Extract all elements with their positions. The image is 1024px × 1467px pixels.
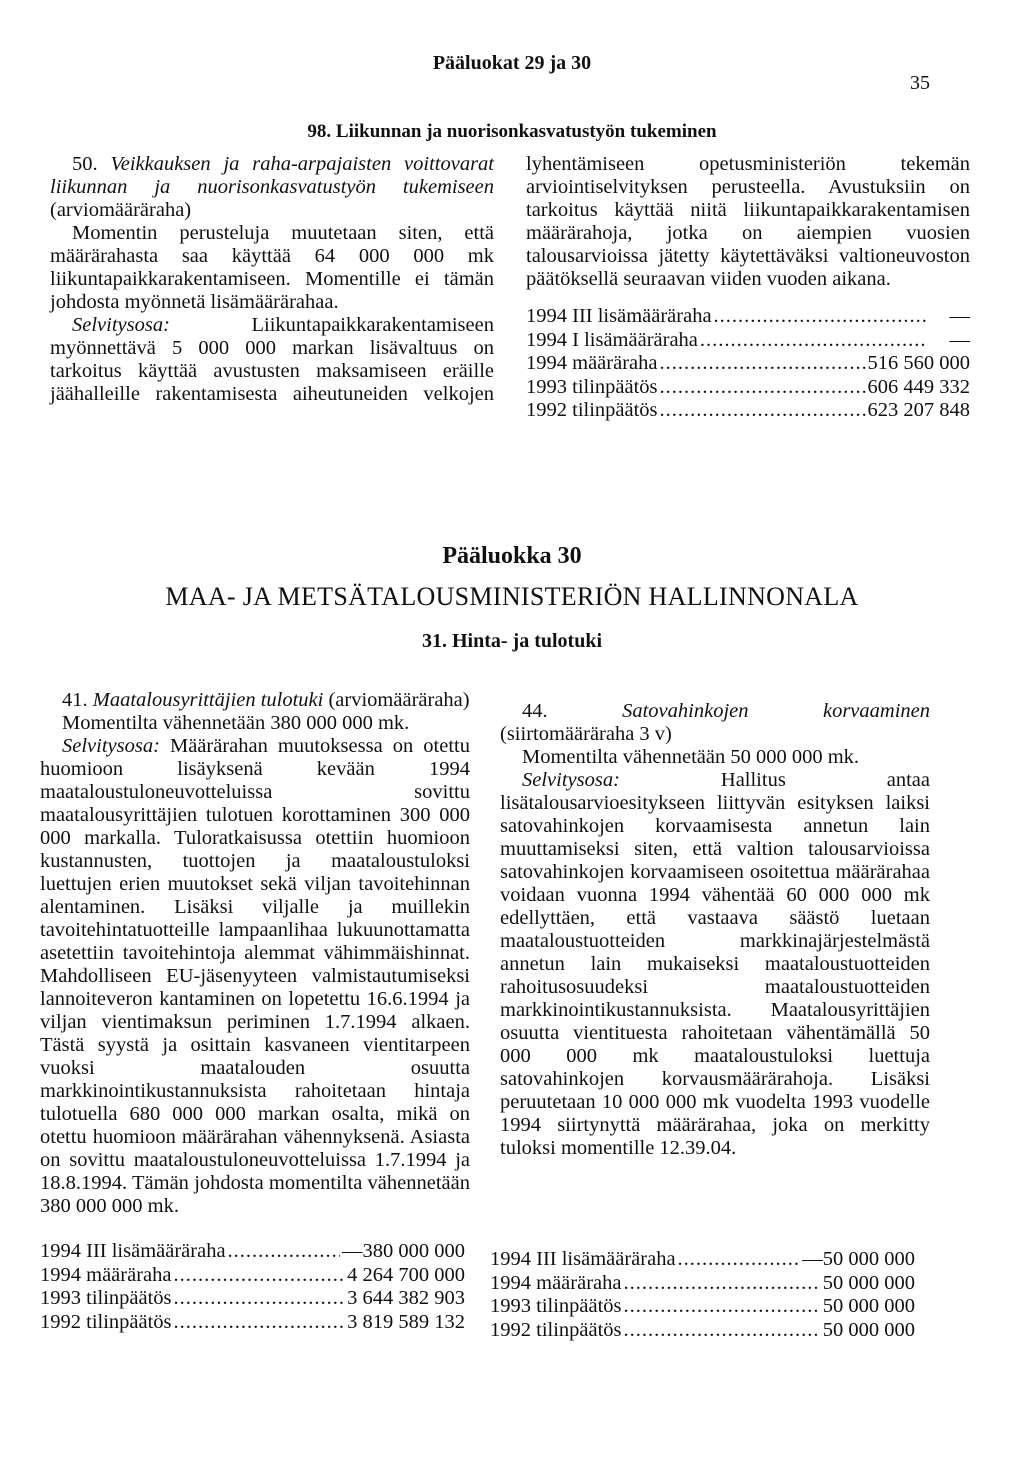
chapter-heading: 31. Hinta- ja tulotuki bbox=[421, 630, 603, 652]
table-row: 1993 tilinpäätös ..... 606 449 332 bbox=[526, 376, 970, 400]
table-row: 1992 tilinpäätös ..... 3 819 589 132 bbox=[40, 1311, 465, 1335]
section-98-body bbox=[50, 153, 970, 445]
item-title: Maatalousyrittäjien tulotuki bbox=[92, 689, 324, 711]
budget-table bbox=[526, 305, 970, 423]
table-row: 1994 määräraha ..... 4 264 700 000 bbox=[40, 1264, 465, 1288]
selvitys-text: Määrärahan muutoksessa on otettu huomioon lisäyksenä kevään 1994 maataloustuloneuvotteluissa sovittu maatalousyrittäjien tulotuen korottaminen 300 000 000 markalla. Tuloratkaisussa otettiin huomioon kustannusten, tuottojen ja maataloustuloksi luettujen erien muutokset sekä viljan tavoitehinnan alentaminen. Lisäksi viljalle ja muillekin tavoitehintatuotteille lampaanlihaa lukuunottamatta asetettiin tavoitehintoja alemmat vähimmäishinnat. Mahdolliseen EU-jäsenyyteen valmistautumiseksi lannoiteveron kantaminen on lopetettu 16.6.1994 ja viljan vientimaksun periminen 1.7.1994 alkaen. Tästä syystä ja osittain kasvaneen vientitarpeen vuoksi maatalouden osuutta markkinointikustannuksista rahoitetaan hintaja tulotuella 680 000 000 markan osalta, mikä on otettu huomioon määrärahan vähennyksenä. Asiasta on sovittu maataloustuloneuvotteluissa 1.7.1994 ja 18.8.1994. Tämän johdosta momentilta vähennetään 380 000 000 mk. bbox=[40, 735, 470, 1217]
item-41-table bbox=[40, 1240, 465, 1334]
paragraph: Momentilta vähennetään 380 000 000 mk. bbox=[62, 712, 410, 734]
table-row: 1994 III lisämääräraha ..... — bbox=[526, 305, 970, 329]
main-class-title: Pääluokka 30 bbox=[442, 543, 582, 569]
item-title: Satovahinkojen korvaaminen bbox=[622, 700, 930, 722]
item-number: 41. bbox=[62, 689, 88, 711]
selvitys-label: Selvitysosa: bbox=[62, 735, 160, 757]
item-type: (arviomääräraha) bbox=[50, 199, 192, 221]
item-41 bbox=[40, 689, 470, 1218]
table-row: 1994 I lisämääräraha ..... — bbox=[526, 329, 970, 353]
item-number: 44. bbox=[522, 700, 548, 722]
item-number: 50. bbox=[72, 153, 98, 175]
item-44 bbox=[500, 700, 930, 1160]
table-row: 1993 tilinpäätös ..... 50 000 000 bbox=[490, 1295, 915, 1319]
selvitys-label: Selvitysosa: bbox=[72, 314, 170, 336]
item-44-table bbox=[490, 1248, 915, 1342]
table-row: 1993 tilinpäätös ..... 3 644 382 903 bbox=[40, 1287, 465, 1311]
table-row: 1994 määräraha ..... 516 560 000 bbox=[526, 352, 970, 376]
selvitys-text: Liikuntapaikkarakentamiseen myönnettävä 5 000 000 markan lisävaltuus on tarkoitus käyttää avustusten maksamiseen eräille jäähalleille rakentamisesta aiheutuneiden velkojen lyhentämiseen opetusministeriön tekemän arviointiselvityksen perusteella. Avustuksiin on tarkoitus käyttää niitä liikuntapaikkarakentamisen määrärahoja, jotka on aiempien vuosien talousarvioissa jätetty käytettäväksi valtioneuvoston päätöksellä seuraavan viiden vuoden aikana. bbox=[50, 153, 970, 405]
main-class-subtitle: MAA- JA METSÄTALOUSMINISTERIÖN HALLINNONALA bbox=[165, 582, 859, 611]
paragraph: Momentin perusteluja muutetaan siten, että määrärahasta saa käyttää 64 000 000 mk liikuntapaikkarakentamiseen. Momentille ei tämän johdosta myönnetä lisämäärärahaa. bbox=[50, 222, 494, 313]
item-type: (arviomääräraha) bbox=[328, 689, 470, 711]
table-row: 1994 III lisämääräraha ..... —50 000 000 bbox=[490, 1248, 915, 1272]
item-title: Veikkauksen ja raha-arpajaisten voittovarat liikunnan ja nuorisonkasvatustyön tukemiseen bbox=[50, 153, 494, 198]
table-row: 1992 tilinpäätös ..... 50 000 000 bbox=[490, 1319, 915, 1343]
item-type: (siirtomääräraha 3 v) bbox=[500, 723, 672, 745]
running-title: Pääluokat 29 ja 30 bbox=[432, 52, 592, 74]
table-row: 1994 III lisämääräraha ..... —380 000 000 bbox=[40, 1240, 465, 1264]
section-heading: 98. Liikunnan ja nuorisonkasvatustyön tukeminen bbox=[307, 121, 717, 142]
page-number: 35 bbox=[910, 72, 930, 94]
selvitys-text: Hallitus antaa lisätalousarvioesitykseen liittyvän esityksen laiksi satovahinkojen korvaamisesta annetun lain muuttamiseksi siten, että valtion talousarvioissa satovahinkojen korvaamiseen osoitettua määrärahaa voidaan vuonna 1994 vähentää 60 000 000 mk edellyttäen, että vastaava säästö luetaan maataloustuotteiden markkinajärjestelmästä annetun lain mukaiseksi maataloustuotteiden rahoitusosuudeksi maataloustuotteiden markkinointikustannuksista. Maatalousyrittäjien osuutta vientituesta rahoitetaan vähentämällä 50 000 000 mk maataloustuloksi luettuja satovahinkojen korvausmäärärahoja. Lisäksi peruutetaan 10 000 000 mk vuodelta 1993 vuodelle 1994 siirtynyttä määrärahaa, joka on merkitty tuloksi momentille 12.39.04. bbox=[500, 769, 931, 1159]
table-row: 1992 tilinpäätös ..... 623 207 848 bbox=[526, 399, 970, 423]
selvitys-label: Selvitysosa: bbox=[522, 769, 620, 791]
table-row: 1994 määräraha ..... 50 000 000 bbox=[490, 1272, 915, 1296]
paragraph: Momentilta vähennetään 50 000 000 mk. bbox=[522, 746, 860, 768]
